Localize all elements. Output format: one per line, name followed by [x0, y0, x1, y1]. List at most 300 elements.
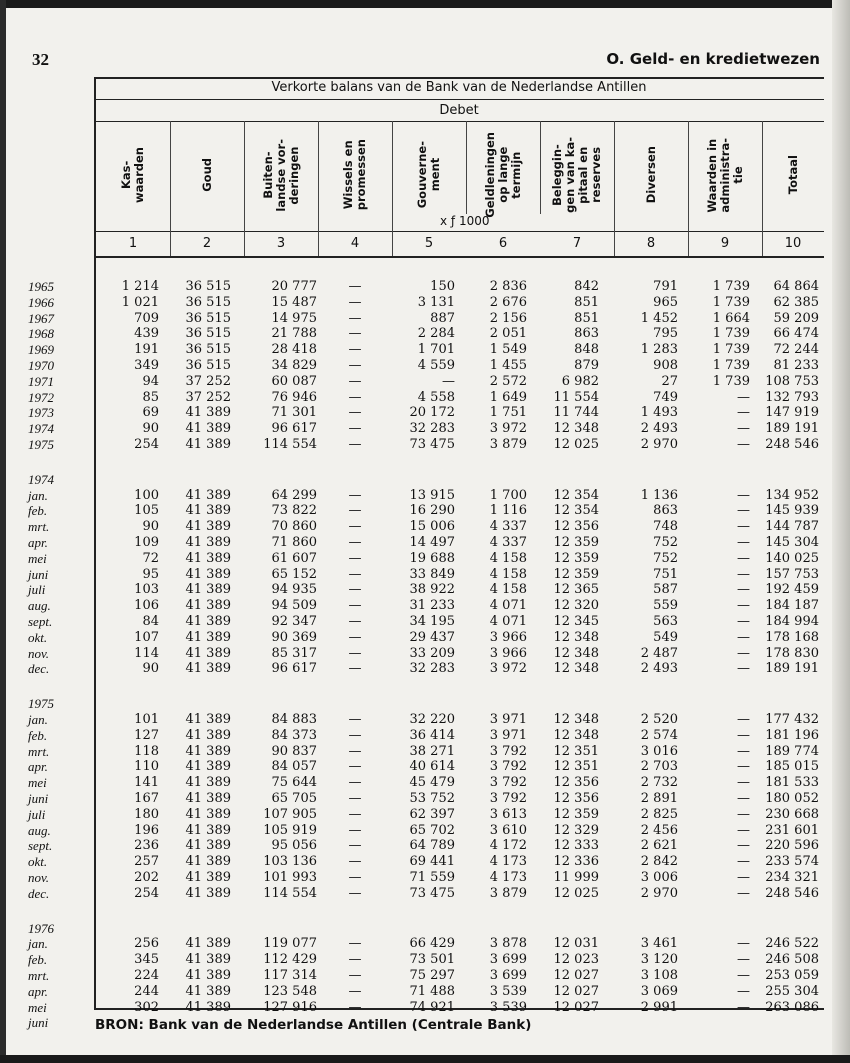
table-cell: 36 515 — [185, 294, 231, 310]
rule-title — [94, 99, 824, 100]
table-cell: 134 952 — [765, 487, 819, 503]
table-cell: — — [737, 629, 750, 645]
table-cell: 3 792 — [489, 775, 527, 791]
row-label: feb. — [28, 503, 48, 519]
table-cell: — — [348, 310, 362, 326]
table-cell: 3 006 — [640, 870, 678, 885]
table-cell: 145 939 — [765, 503, 819, 519]
table-cell: 709 — [134, 310, 159, 326]
table-cell: — — [737, 968, 750, 983]
table-cell: 71 488 — [409, 983, 455, 999]
table-title: Verkorte balans van de Bank van de Nederlandse Antillen — [271, 80, 647, 95]
row-label: nov. — [28, 645, 50, 661]
table-cell: 848 — [574, 342, 599, 358]
table-cell: 41 389 — [185, 743, 231, 759]
table-cell: 254 — [134, 437, 159, 452]
table-cell: 1 116 — [489, 503, 527, 519]
table-cell: 2 970 — [640, 885, 678, 901]
column-header-label: Beleggin- gen van ka- pitaal en reserves — [550, 137, 603, 213]
table-cell: — — [442, 373, 455, 389]
table-cell: — — [737, 661, 750, 677]
table-cell: 41 389 — [185, 775, 231, 791]
table-cell: 66 474 — [773, 326, 819, 342]
table-cell: 2 574 — [640, 727, 678, 743]
table-cell: 64 864 — [773, 279, 819, 294]
scan-top-edge — [0, 0, 850, 8]
table-cell: 40 614 — [409, 759, 455, 775]
table-cell: 180 052 — [765, 791, 819, 806]
table-cell: 20 172 — [409, 405, 455, 421]
row-label: okt. — [28, 629, 48, 645]
table-cell: 1 700 — [489, 487, 527, 503]
table-cell: 177 432 — [765, 712, 819, 727]
table-cell: 107 — [134, 629, 159, 645]
table-cell: 132 793 — [765, 389, 819, 405]
table-cell: 236 — [134, 838, 159, 854]
table-cell: 12 348 — [553, 712, 599, 727]
table-cell: 4 559 — [417, 358, 455, 373]
row-label: mrt. — [28, 519, 50, 535]
table-cell: 11 999 — [553, 870, 599, 885]
table-cell: 253 059 — [765, 968, 819, 983]
table-cell: 4 071 — [489, 598, 527, 614]
column-header — [244, 125, 318, 225]
column-header — [170, 125, 244, 225]
table-cell: 94 509 — [271, 598, 317, 614]
table-cell: 196 — [134, 822, 159, 838]
table-cell: 3 792 — [489, 791, 527, 806]
table-cell: 189 191 — [765, 661, 819, 677]
table-cell: — — [348, 503, 362, 519]
table-cell: 559 — [653, 598, 678, 614]
table-cell: 41 389 — [185, 952, 231, 968]
table-cell: — — [737, 437, 750, 452]
table-cell: — — [737, 519, 750, 535]
table-cell: 255 304 — [765, 983, 819, 999]
table-cell: 231 601 — [765, 822, 819, 838]
table-cell: 3 966 — [489, 629, 527, 645]
table-cell: 1 549 — [489, 342, 527, 358]
table-cell: 65 152 — [271, 566, 317, 582]
table-cell: 41 389 — [185, 759, 231, 775]
table-cell: 3 966 — [489, 645, 527, 661]
table-cell: 41 389 — [185, 983, 231, 999]
table-cell: 230 668 — [765, 806, 819, 822]
table-cell: 41 389 — [185, 712, 231, 727]
group-heading: 1975 — [28, 696, 54, 712]
column-header-label: Diversen — [643, 146, 658, 204]
table-cell: — — [348, 968, 362, 983]
table-cell: 53 752 — [409, 791, 455, 806]
table-cell: 27 — [661, 373, 678, 389]
table-cell: 90 — [142, 519, 159, 535]
table-cell: — — [348, 759, 362, 775]
table-cell: 748 — [653, 519, 678, 535]
table-cell: — — [348, 614, 362, 629]
column-number: 10 — [784, 236, 802, 251]
row-label: jan. — [28, 936, 48, 952]
table-cell: 36 515 — [185, 342, 231, 358]
table-cell: 2 825 — [640, 806, 678, 822]
column-header — [392, 125, 466, 225]
table-cell: 189 774 — [765, 743, 819, 759]
table-cell: 114 — [134, 645, 159, 661]
row-label: 1974 — [28, 421, 54, 437]
table-cell: — — [348, 743, 362, 759]
table-cell: 234 321 — [765, 870, 819, 885]
table-cell: 879 — [574, 358, 599, 373]
table-cell: 244 — [134, 983, 159, 999]
table-cell: 41 389 — [185, 936, 231, 952]
table-cell: — — [737, 983, 750, 999]
row-label: juni — [28, 566, 49, 582]
table-cell: — — [348, 279, 362, 294]
table-cell: 69 441 — [409, 854, 455, 870]
column-header — [688, 125, 762, 225]
table-cell: 150 — [430, 279, 455, 294]
table-cell: 114 554 — [263, 437, 317, 452]
table-cell: — — [737, 487, 750, 503]
table-cell: 85 317 — [271, 645, 317, 661]
table-cell: — — [737, 550, 750, 566]
table-cell: 2 621 — [640, 838, 678, 854]
table-cell: 34 195 — [409, 614, 455, 629]
table-cell: 96 617 — [271, 421, 317, 437]
table-cell: — — [737, 598, 750, 614]
table-cell: 144 787 — [765, 519, 819, 535]
row-label: apr. — [28, 535, 48, 550]
table-cell: 1 739 — [712, 373, 750, 389]
table-cell: — — [348, 952, 362, 968]
table-cell: 12 025 — [553, 437, 599, 452]
table-cell: 103 136 — [263, 854, 317, 870]
table-cell: 41 389 — [185, 791, 231, 806]
table-cell: 1 739 — [712, 279, 750, 294]
table-cell: 1 493 — [640, 405, 678, 421]
table-cell: 3 069 — [640, 983, 678, 999]
table-cell: 76 946 — [271, 389, 317, 405]
table-cell: 84 883 — [271, 712, 317, 727]
table-cell: — — [348, 936, 362, 952]
table-cell: 6 982 — [561, 373, 599, 389]
table-cell: 178 830 — [765, 645, 819, 661]
table-cell: 224 — [134, 968, 159, 983]
table-cell: — — [737, 952, 750, 968]
table-cell: 248 546 — [765, 885, 819, 901]
row-label: mei — [28, 775, 47, 791]
row-label: 1968 — [28, 326, 54, 342]
table-cell: 41 389 — [185, 437, 231, 452]
rule-header — [94, 231, 824, 232]
table-cell: 2 493 — [640, 421, 678, 437]
table-cell: 12 031 — [553, 936, 599, 952]
table-cell: — — [348, 870, 362, 885]
table-cell: 41 389 — [185, 968, 231, 983]
table-cell: 12 027 — [553, 999, 599, 1015]
table-cell: 20 777 — [271, 279, 317, 294]
table-cell: 248 546 — [765, 437, 819, 452]
row-label: mei — [28, 550, 47, 566]
table-cell: 2 487 — [640, 645, 678, 661]
group-heading: 1976 — [28, 920, 54, 936]
table-cell: 12 348 — [553, 661, 599, 677]
table-cell: 90 837 — [271, 743, 317, 759]
table-cell: 12 359 — [553, 566, 599, 582]
table-cell: 12 354 — [553, 503, 599, 519]
row-label: aug. — [28, 822, 51, 838]
table-cell: 2 456 — [640, 822, 678, 838]
column-number: 9 — [720, 236, 730, 251]
page-curl-right — [832, 0, 850, 1063]
table-cell: 4 172 — [489, 838, 527, 854]
column-header-label: Goud — [199, 158, 214, 192]
table-cell: 41 389 — [185, 519, 231, 535]
table-cell: — — [737, 614, 750, 629]
table-cell: 45 479 — [409, 775, 455, 791]
table-cell: — — [348, 294, 362, 310]
row-label: dec. — [28, 661, 50, 677]
table-cell: — — [348, 389, 362, 405]
table-cell: 41 389 — [185, 838, 231, 854]
table-cell: 752 — [653, 535, 678, 550]
table-cell: — — [737, 566, 750, 582]
row-label: mrt. — [28, 968, 50, 983]
unit-label: x ƒ 1000 — [440, 214, 490, 228]
table-cell: 108 753 — [765, 373, 819, 389]
table-cell: 157 753 — [765, 566, 819, 582]
table-cell: 11 554 — [553, 389, 599, 405]
table-cell: — — [348, 535, 362, 550]
table-cell: 65 702 — [409, 822, 455, 838]
table-cell: 64 789 — [409, 838, 455, 854]
table-cell: 90 369 — [271, 629, 317, 645]
table-cell: 94 935 — [271, 582, 317, 598]
table-cell: 220 596 — [765, 838, 819, 854]
page-number: 32 — [32, 50, 49, 69]
table-cell: 4 337 — [489, 519, 527, 535]
row-label: juni — [28, 791, 49, 806]
table-cell: 4 173 — [489, 854, 527, 870]
row-label: 1975 — [28, 437, 54, 452]
table-cell: 1 455 — [489, 358, 527, 373]
rule-colnums — [94, 256, 824, 258]
table-cell: 1 739 — [712, 294, 750, 310]
table-cell: 81 233 — [773, 358, 819, 373]
table-cell: — — [348, 421, 362, 437]
rule-top — [94, 77, 824, 79]
table-cell: — — [737, 936, 750, 952]
table-cell: 257 — [134, 854, 159, 870]
table-cell: — — [737, 727, 750, 743]
table-cell: 12 348 — [553, 421, 599, 437]
table-cell: 4 558 — [417, 389, 455, 405]
table-cell: 73 475 — [409, 885, 455, 901]
row-label: 1965 — [28, 279, 54, 294]
table-cell: 101 — [134, 712, 159, 727]
table-cell: — — [737, 389, 750, 405]
table-cell: — — [737, 712, 750, 727]
rule-subtitle — [94, 121, 824, 122]
scan-left-edge — [0, 0, 6, 1063]
table-cell: 2 676 — [489, 294, 527, 310]
row-label: 1973 — [28, 405, 54, 421]
table-cell: — — [737, 822, 750, 838]
table-cell: 36 515 — [185, 279, 231, 294]
table-cell: 3 879 — [489, 885, 527, 901]
table-cell: 4 337 — [489, 535, 527, 550]
table-cell: 4 071 — [489, 614, 527, 629]
table-cell: 12 329 — [553, 822, 599, 838]
row-label: sept. — [28, 614, 53, 629]
table-cell: 73 475 — [409, 437, 455, 452]
table-cell: — — [737, 806, 750, 822]
column-number: 6 — [498, 236, 508, 251]
row-label: aug. — [28, 598, 51, 614]
table-cell: 4 158 — [489, 550, 527, 566]
table-cell: 2 156 — [489, 310, 527, 326]
table-cell: — — [737, 759, 750, 775]
table-cell: 3 699 — [489, 968, 527, 983]
table-cell: 3 792 — [489, 759, 527, 775]
column-header — [540, 125, 614, 225]
table-cell: — — [348, 775, 362, 791]
table-cell: 752 — [653, 550, 678, 566]
table-cell: 2 891 — [640, 791, 678, 806]
table-cell: 95 — [142, 566, 159, 582]
table-cell: 1 452 — [640, 310, 678, 326]
row-label: 1966 — [28, 294, 54, 310]
table-cell: 105 — [134, 503, 159, 519]
table-cell: 12 348 — [553, 629, 599, 645]
column-header-label: Waarden in administra- tie — [704, 137, 745, 213]
table-cell: 41 389 — [185, 822, 231, 838]
row-label: juli — [28, 582, 46, 598]
table-cell: 114 554 — [263, 885, 317, 901]
table-cell: 185 015 — [765, 759, 819, 775]
table-cell: 3 610 — [489, 822, 527, 838]
table-cell: — — [737, 999, 750, 1015]
column-header — [466, 125, 540, 225]
table-cell: — — [737, 743, 750, 759]
table-cell: 246 508 — [765, 952, 819, 968]
table-cell: 41 389 — [185, 645, 231, 661]
table-cell: 2 520 — [640, 712, 678, 727]
table-cell: 41 389 — [185, 885, 231, 901]
column-number: 7 — [572, 236, 582, 251]
table-cell: 184 187 — [765, 598, 819, 614]
table-cell: 123 548 — [263, 983, 317, 999]
table-cell: 90 — [142, 421, 159, 437]
table-cell: 41 389 — [185, 629, 231, 645]
table-cell: 202 — [134, 870, 159, 885]
table-cell: 12 345 — [553, 614, 599, 629]
table-cell: 3 879 — [489, 437, 527, 452]
column-header-label: Buiten- landse vor- deringen — [260, 138, 301, 212]
table-cell: 12 365 — [553, 582, 599, 598]
table-cell: 12 354 — [553, 487, 599, 503]
table-cell: 34 829 — [271, 358, 317, 373]
table-cell: 41 389 — [185, 487, 231, 503]
table-cell: 3 108 — [640, 968, 678, 983]
table-cell: 127 916 — [263, 999, 317, 1015]
table-cell: 12 027 — [553, 968, 599, 983]
column-header-label: Kas- waarden — [119, 146, 146, 204]
table-cell: 41 389 — [185, 727, 231, 743]
table-cell: 37 252 — [185, 373, 231, 389]
table-cell: 1 664 — [712, 310, 750, 326]
table-cell: 112 429 — [263, 952, 317, 968]
table-cell: 12 023 — [553, 952, 599, 968]
table-cell: 181 533 — [765, 775, 819, 791]
row-label: apr. — [28, 759, 48, 775]
table-cell: 12 348 — [553, 727, 599, 743]
table-cell: 791 — [653, 279, 678, 294]
table-cell: 1 739 — [712, 342, 750, 358]
table-cell: 37 252 — [185, 389, 231, 405]
table-cell: 65 705 — [271, 791, 317, 806]
table-cell: — — [348, 885, 362, 901]
column-header-label: Geldleningen op lange termijn — [482, 132, 523, 218]
table-cell: 3 972 — [489, 421, 527, 437]
column-number: 1 — [128, 236, 138, 251]
table-cell: 92 347 — [271, 614, 317, 629]
table-cell: 246 522 — [765, 936, 819, 952]
table-cell: 12 356 — [553, 791, 599, 806]
table-cell: 74 921 — [409, 999, 455, 1015]
table-cell: — — [348, 358, 362, 373]
table-cell: 15 006 — [409, 519, 455, 535]
table-cell: 2 051 — [489, 326, 527, 342]
table-cell: 439 — [134, 326, 159, 342]
table-cell: 41 389 — [185, 550, 231, 566]
table-cell: 12 348 — [553, 645, 599, 661]
table-cell: 140 025 — [765, 550, 819, 566]
table-cell: 180 — [134, 806, 159, 822]
table-cell: — — [348, 645, 362, 661]
table-cell: 109 — [134, 535, 159, 550]
table-cell: — — [348, 487, 362, 503]
table-cell: 2 284 — [417, 326, 455, 342]
table-cell: — — [348, 791, 362, 806]
chapter-heading: O. Geld- en kredietwezen — [606, 50, 820, 68]
table-cell: 41 389 — [185, 806, 231, 822]
table-cell: 4 173 — [489, 870, 527, 885]
table-cell: — — [348, 550, 362, 566]
table-cell: — — [737, 421, 750, 437]
table-cell: 14 975 — [271, 310, 317, 326]
table-cell: 41 389 — [185, 661, 231, 677]
table-cell: 181 196 — [765, 727, 819, 743]
column-number: 3 — [276, 236, 286, 251]
table-cell: 12 356 — [553, 775, 599, 791]
table-cell: 118 — [134, 743, 159, 759]
table-cell: 95 056 — [271, 838, 317, 854]
table-cell: 103 — [134, 582, 159, 598]
table-cell: 59 209 — [773, 310, 819, 326]
table-cell: 3 878 — [489, 936, 527, 952]
table-cell: 2 991 — [640, 999, 678, 1015]
table-cell: 2 842 — [640, 854, 678, 870]
table-cell: 12 336 — [553, 854, 599, 870]
table-cell: 12 027 — [553, 983, 599, 999]
table-cell: 2 703 — [640, 759, 678, 775]
table-cell: 3 972 — [489, 661, 527, 677]
row-label: 1972 — [28, 389, 54, 405]
table-cell: 863 — [574, 326, 599, 342]
table-cell: 345 — [134, 952, 159, 968]
table-cell: 36 515 — [185, 358, 231, 373]
table-cell: 192 459 — [765, 582, 819, 598]
